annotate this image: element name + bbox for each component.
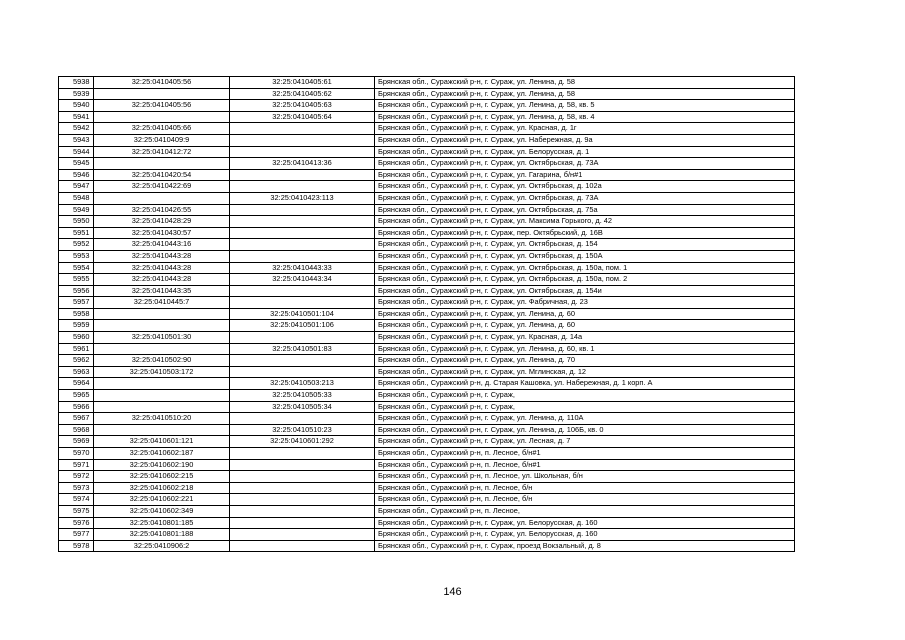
- table-row: [59, 355, 795, 367]
- building-cadastral-number-cell: [230, 227, 375, 239]
- building-cadastral-number-cell: [230, 540, 375, 552]
- parcel-cadastral-number-cell: 32:25:0410501:30: [94, 332, 230, 344]
- parcel-cadastral-number-cell: 32:25:0410503:172: [94, 366, 230, 378]
- record-number-cell: 5959: [59, 320, 94, 332]
- record-number-cell: 5976: [59, 517, 94, 529]
- parcel-cadastral-number-cell: [94, 343, 230, 355]
- table-row: [59, 459, 795, 471]
- parcel-cadastral-number-cell: 32:25:0410906:2: [94, 540, 230, 552]
- parcel-cadastral-number-cell: 32:25:0410443:28: [94, 250, 230, 262]
- table-row: [59, 204, 795, 216]
- parcel-cadastral-number-cell: 32:25:0410602:349: [94, 505, 230, 517]
- parcel-cadastral-number-cell: [94, 88, 230, 100]
- table-row: [59, 192, 795, 204]
- address-cell: Брянская обл., Суражский р-н, г. Сураж, ул. Максима Горького, д. 42: [375, 216, 795, 228]
- table-row: [59, 308, 795, 320]
- address-cell: Брянская обл., Суражский р-н, г. Сураж, ул. Белорусская, д. 160: [375, 517, 795, 529]
- table-row: [59, 401, 795, 413]
- parcel-cadastral-number-cell: [94, 390, 230, 402]
- table-row: [59, 100, 795, 112]
- address-cell: Брянская обл., Суражский р-н, г. Сураж, ул. Лесная, д. 7: [375, 436, 795, 448]
- table-row: [59, 274, 795, 286]
- address-cell: Брянская обл., Суражский р-н, п. Лесное, ул. Школьная, б/н: [375, 471, 795, 483]
- table-row: [59, 88, 795, 100]
- address-cell: Брянская обл., Суражский р-н, г. Сураж, ул. Ленина, д. 58, кв. 4: [375, 111, 795, 123]
- record-number-cell: 5943: [59, 134, 94, 146]
- building-cadastral-number-cell: 32:25:0410405:63: [230, 100, 375, 112]
- building-cadastral-number-cell: [230, 169, 375, 181]
- building-cadastral-number-cell: [230, 459, 375, 471]
- record-number-cell: 5978: [59, 540, 94, 552]
- address-cell: Брянская обл., Суражский р-н, г. Сураж, ул. Ленина, д. 58: [375, 77, 795, 89]
- parcel-cadastral-number-cell: 32:25:0410445:7: [94, 297, 230, 309]
- address-cell: Брянская обл., Суражский р-н, п. Лесное, б/н: [375, 482, 795, 494]
- table-row: [59, 529, 795, 541]
- building-cadastral-number-cell: 32:25:0410505:33: [230, 390, 375, 402]
- building-cadastral-number-cell: [230, 134, 375, 146]
- record-number-cell: 5971: [59, 459, 94, 471]
- address-cell: Брянская обл., Суражский р-н, п. Лесное, б/н#1: [375, 448, 795, 460]
- address-cell: Брянская обл., Суражский р-н, г. Сураж, ул. Октябрьская, д. 154и: [375, 285, 795, 297]
- table-row: [59, 146, 795, 158]
- address-cell: Брянская обл., Суражский р-н, г. Сураж, ул. Красная, д. 14а: [375, 332, 795, 344]
- building-cadastral-number-cell: 32:25:0410405:61: [230, 77, 375, 89]
- table-row: [59, 250, 795, 262]
- address-cell: Брянская обл., Суражский р-н, г. Сураж, ул. Октябрьская, д. 73А: [375, 192, 795, 204]
- address-cell: Брянская обл., Суражский р-н, г. Сураж, ул. Ленина, д. 58, кв. 5: [375, 100, 795, 112]
- building-cadastral-number-cell: 32:25:0410423:113: [230, 192, 375, 204]
- building-cadastral-number-cell: [230, 204, 375, 216]
- record-number-cell: 5963: [59, 366, 94, 378]
- record-number-cell: 5958: [59, 308, 94, 320]
- building-cadastral-number-cell: [230, 448, 375, 460]
- building-cadastral-number-cell: 32:25:0410443:34: [230, 274, 375, 286]
- address-cell: Брянская обл., Суражский р-н, г. Сураж, ул. Октябрьская, д. 150А: [375, 250, 795, 262]
- parcel-cadastral-number-cell: 32:25:0410510:20: [94, 413, 230, 425]
- building-cadastral-number-cell: [230, 355, 375, 367]
- parcel-cadastral-number-cell: 32:25:0410405:56: [94, 100, 230, 112]
- building-cadastral-number-cell: 32:25:0410443:33: [230, 262, 375, 274]
- record-number-cell: 5954: [59, 262, 94, 274]
- parcel-cadastral-number-cell: 32:25:0410443:35: [94, 285, 230, 297]
- record-number-cell: 5938: [59, 77, 94, 89]
- table-row: [59, 343, 795, 355]
- record-number-cell: 5951: [59, 227, 94, 239]
- address-cell: Брянская обл., Суражский р-н, г. Сураж, проезд Вокзальный, д. 8: [375, 540, 795, 552]
- record-number-cell: 5960: [59, 332, 94, 344]
- record-number-cell: 5972: [59, 471, 94, 483]
- table-row: [59, 413, 795, 425]
- table-row: [59, 216, 795, 228]
- record-number-cell: 5941: [59, 111, 94, 123]
- building-cadastral-number-cell: 32:25:0410503:213: [230, 378, 375, 390]
- table-row: [59, 505, 795, 517]
- record-number-cell: 5957: [59, 297, 94, 309]
- building-cadastral-number-cell: [230, 413, 375, 425]
- address-cell: Брянская обл., Суражский р-н, п. Лесное, б/н: [375, 494, 795, 506]
- record-number-cell: 5961: [59, 343, 94, 355]
- record-number-cell: 5965: [59, 390, 94, 402]
- building-cadastral-number-cell: [230, 494, 375, 506]
- record-number-cell: 5950: [59, 216, 94, 228]
- building-cadastral-number-cell: [230, 482, 375, 494]
- building-cadastral-number-cell: [230, 123, 375, 135]
- record-number-cell: 5946: [59, 169, 94, 181]
- address-cell: Брянская обл., Суражский р-н, г. Сураж, ул. Гагарина, б/н#1: [375, 169, 795, 181]
- table-row: [59, 471, 795, 483]
- table-row: [59, 123, 795, 135]
- table-row: [59, 239, 795, 251]
- record-number-cell: 5962: [59, 355, 94, 367]
- registry-table-body: [59, 77, 795, 552]
- parcel-cadastral-number-cell: [94, 378, 230, 390]
- building-cadastral-number-cell: [230, 505, 375, 517]
- registry-table: [58, 76, 795, 552]
- parcel-cadastral-number-cell: 32:25:0410420:54: [94, 169, 230, 181]
- table-row: [59, 378, 795, 390]
- address-cell: Брянская обл., Суражский р-н, г. Сураж, ул. Октябрьская, д. 75а: [375, 204, 795, 216]
- building-cadastral-number-cell: [230, 285, 375, 297]
- table-row: [59, 482, 795, 494]
- parcel-cadastral-number-cell: 32:25:0410443:28: [94, 274, 230, 286]
- building-cadastral-number-cell: [230, 216, 375, 228]
- parcel-cadastral-number-cell: 32:25:0410602:190: [94, 459, 230, 471]
- building-cadastral-number-cell: 32:25:0410405:62: [230, 88, 375, 100]
- parcel-cadastral-number-cell: 32:25:0410430:57: [94, 227, 230, 239]
- parcel-cadastral-number-cell: [94, 424, 230, 436]
- building-cadastral-number-cell: [230, 297, 375, 309]
- address-cell: Брянская обл., Суражский р-н, г. Сураж, ул. Октябрьская, д. 102а: [375, 181, 795, 193]
- address-cell: Брянская обл., Суражский р-н, г. Сураж, ул. Ленина, д. 70: [375, 355, 795, 367]
- building-cadastral-number-cell: [230, 239, 375, 251]
- address-cell: Брянская обл., Суражский р-н, д. Старая Кашовка, ул. Набережная, д. 1 корп. А: [375, 378, 795, 390]
- address-cell: Брянская обл., Суражский р-н, г. Сураж, пер. Октябрьский, д. 16В: [375, 227, 795, 239]
- address-cell: Брянская обл., Суражский р-н, г. Сураж, ул. Октябрьская, д. 154: [375, 239, 795, 251]
- table-row: [59, 332, 795, 344]
- building-cadastral-number-cell: [230, 146, 375, 158]
- table-row: [59, 134, 795, 146]
- parcel-cadastral-number-cell: 32:25:0410602:187: [94, 448, 230, 460]
- parcel-cadastral-number-cell: 32:25:0410801:188: [94, 529, 230, 541]
- table-row: [59, 540, 795, 552]
- building-cadastral-number-cell: [230, 332, 375, 344]
- parcel-cadastral-number-cell: 32:25:0410405:56: [94, 77, 230, 89]
- address-cell: Брянская обл., Суражский р-н, г. Сураж, ул. Фабричная, д. 23: [375, 297, 795, 309]
- table-row: [59, 262, 795, 274]
- address-cell: Брянская обл., Суражский р-н, г. Сураж, ул. Ленина, д. 58: [375, 88, 795, 100]
- parcel-cadastral-number-cell: 32:25:0410443:28: [94, 262, 230, 274]
- page-number: 146: [443, 586, 462, 598]
- table-row: [59, 436, 795, 448]
- table-row: [59, 494, 795, 506]
- record-number-cell: 5942: [59, 123, 94, 135]
- table-row: [59, 181, 795, 193]
- parcel-cadastral-number-cell: [94, 111, 230, 123]
- address-cell: Брянская обл., Суражский р-н, п. Лесное,: [375, 505, 795, 517]
- parcel-cadastral-number-cell: 32:25:0410412:72: [94, 146, 230, 158]
- table-row: [59, 320, 795, 332]
- parcel-cadastral-number-cell: 32:25:0410405:66: [94, 123, 230, 135]
- building-cadastral-number-cell: 32:25:0410601:292: [230, 436, 375, 448]
- building-cadastral-number-cell: 32:25:0410510:23: [230, 424, 375, 436]
- parcel-cadastral-number-cell: 32:25:0410602:221: [94, 494, 230, 506]
- table-row: [59, 111, 795, 123]
- address-cell: Брянская обл., Суражский р-н, п. Лесное, б/н#1: [375, 459, 795, 471]
- address-cell: Брянская обл., Суражский р-н, г. Сураж,: [375, 390, 795, 402]
- address-cell: Брянская обл., Суражский р-н, г. Сураж, ул. Мглинская, д. 12: [375, 366, 795, 378]
- parcel-cadastral-number-cell: 32:25:0410409:9: [94, 134, 230, 146]
- record-number-cell: 5944: [59, 146, 94, 158]
- table-row: [59, 169, 795, 181]
- record-number-cell: 5975: [59, 505, 94, 517]
- record-number-cell: 5952: [59, 239, 94, 251]
- parcel-cadastral-number-cell: 32:25:0410602:218: [94, 482, 230, 494]
- address-cell: Брянская обл., Суражский р-н, г. Сураж, ул. Октябрьская, д. 150а, пом. 2: [375, 274, 795, 286]
- record-number-cell: 5974: [59, 494, 94, 506]
- building-cadastral-number-cell: [230, 366, 375, 378]
- record-number-cell: 5953: [59, 250, 94, 262]
- record-number-cell: 5940: [59, 100, 94, 112]
- building-cadastral-number-cell: [230, 250, 375, 262]
- table-row: [59, 517, 795, 529]
- building-cadastral-number-cell: 32:25:0410501:106: [230, 320, 375, 332]
- parcel-cadastral-number-cell: [94, 308, 230, 320]
- parcel-cadastral-number-cell: 32:25:0410602:215: [94, 471, 230, 483]
- building-cadastral-number-cell: [230, 517, 375, 529]
- record-number-cell: 5970: [59, 448, 94, 460]
- record-number-cell: 5948: [59, 192, 94, 204]
- building-cadastral-number-cell: 32:25:0410505:34: [230, 401, 375, 413]
- address-cell: Брянская обл., Суражский р-н, г. Сураж, ул. Октябрьская, д. 73А: [375, 158, 795, 170]
- building-cadastral-number-cell: 32:25:0410405:64: [230, 111, 375, 123]
- record-number-cell: 5955: [59, 274, 94, 286]
- record-number-cell: 5977: [59, 529, 94, 541]
- building-cadastral-number-cell: 32:25:0410501:104: [230, 308, 375, 320]
- address-cell: Брянская обл., Суражский р-н, г. Сураж,: [375, 401, 795, 413]
- address-cell: Брянская обл., Суражский р-н, г. Сураж, ул. Ленина, д. 110А: [375, 413, 795, 425]
- record-number-cell: 5973: [59, 482, 94, 494]
- address-cell: Брянская обл., Суражский р-н, г. Сураж, ул. Набережная, д. 9а: [375, 134, 795, 146]
- record-number-cell: 5964: [59, 378, 94, 390]
- table-row: [59, 424, 795, 436]
- address-cell: Брянская обл., Суражский р-н, г. Сураж, ул. Октябрьская, д. 150а, пом. 1: [375, 262, 795, 274]
- table-row: [59, 77, 795, 89]
- record-number-cell: 5939: [59, 88, 94, 100]
- table-row: [59, 448, 795, 460]
- parcel-cadastral-number-cell: [94, 401, 230, 413]
- record-number-cell: 5949: [59, 204, 94, 216]
- table-row: [59, 158, 795, 170]
- table-row: [59, 285, 795, 297]
- building-cadastral-number-cell: 32:25:0410413:36: [230, 158, 375, 170]
- address-cell: Брянская обл., Суражский р-н, г. Сураж, ул. Ленина, д. 60: [375, 308, 795, 320]
- parcel-cadastral-number-cell: 32:25:0410426:55: [94, 204, 230, 216]
- parcel-cadastral-number-cell: 32:25:0410443:16: [94, 239, 230, 251]
- parcel-cadastral-number-cell: [94, 158, 230, 170]
- parcel-cadastral-number-cell: 32:25:0410428:29: [94, 216, 230, 228]
- record-number-cell: 5956: [59, 285, 94, 297]
- parcel-cadastral-number-cell: 32:25:0410801:185: [94, 517, 230, 529]
- address-cell: Брянская обл., Суражский р-н, г. Сураж, ул. Ленина, д. 60: [375, 320, 795, 332]
- parcel-cadastral-number-cell: 32:25:0410422:69: [94, 181, 230, 193]
- parcel-cadastral-number-cell: 32:25:0410601:121: [94, 436, 230, 448]
- parcel-cadastral-number-cell: [94, 320, 230, 332]
- record-number-cell: 5945: [59, 158, 94, 170]
- record-number-cell: 5969: [59, 436, 94, 448]
- address-cell: Брянская обл., Суражский р-н, г. Сураж, ул. Белорусская, д. 160: [375, 529, 795, 541]
- building-cadastral-number-cell: [230, 529, 375, 541]
- building-cadastral-number-cell: [230, 181, 375, 193]
- record-number-cell: 5967: [59, 413, 94, 425]
- table-row: [59, 390, 795, 402]
- parcel-cadastral-number-cell: [94, 192, 230, 204]
- table-row: [59, 227, 795, 239]
- record-number-cell: 5968: [59, 424, 94, 436]
- building-cadastral-number-cell: [230, 471, 375, 483]
- address-cell: Брянская обл., Суражский р-н, г. Сураж, ул. Красная, д. 1г: [375, 123, 795, 135]
- address-cell: Брянская обл., Суражский р-н, г. Сураж, ул. Ленина, д. 106Б, кв. 0: [375, 424, 795, 436]
- table-row: [59, 297, 795, 309]
- building-cadastral-number-cell: 32:25:0410501:83: [230, 343, 375, 355]
- address-cell: Брянская обл., Суражский р-н, г. Сураж, ул. Белорусская, д. 1: [375, 146, 795, 158]
- record-number-cell: 5966: [59, 401, 94, 413]
- table-row: [59, 366, 795, 378]
- parcel-cadastral-number-cell: 32:25:0410502:90: [94, 355, 230, 367]
- address-cell: Брянская обл., Суражский р-н, г. Сураж, ул. Ленина, д. 60, кв. 1: [375, 343, 795, 355]
- record-number-cell: 5947: [59, 181, 94, 193]
